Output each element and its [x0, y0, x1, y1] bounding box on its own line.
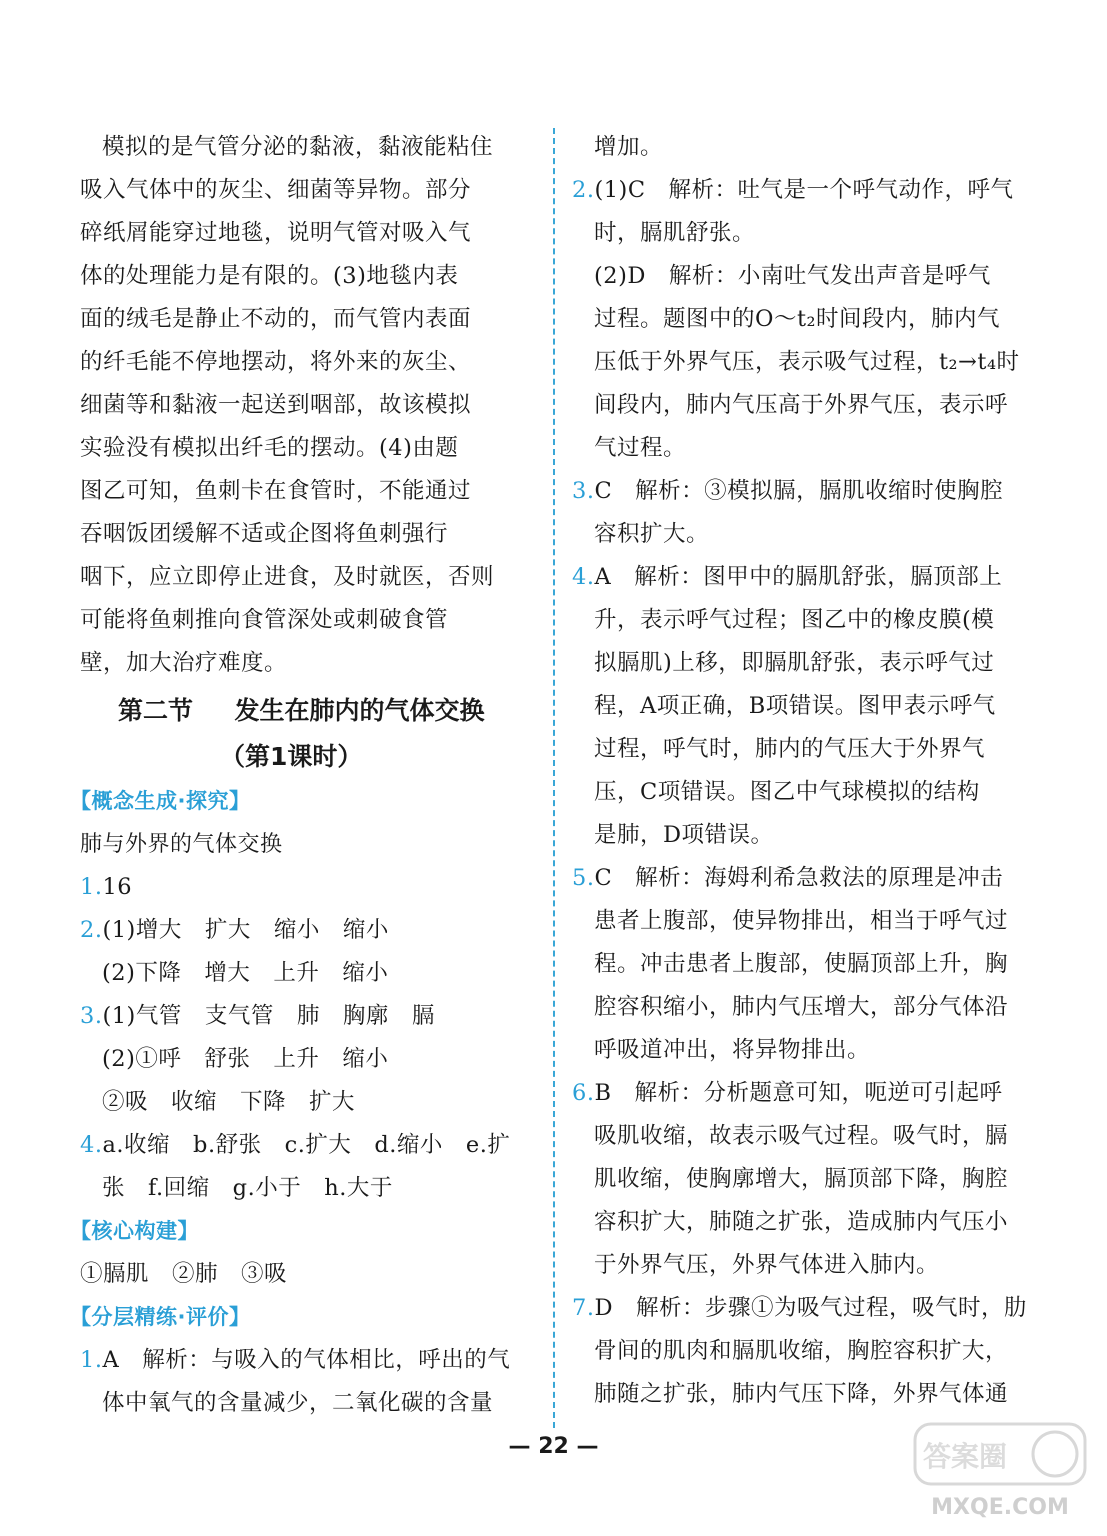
- answer-line: [572, 685, 1027, 728]
- question-number: 5.: [572, 865, 595, 891]
- answer-line: [572, 1330, 1027, 1373]
- paragraph-line: 的纤毛能不停地摆动，将外来的灰尘、: [80, 349, 472, 375]
- answer-text: 气过程。: [594, 435, 687, 461]
- answer-line: [572, 298, 1027, 341]
- answer-text: 程，A项正确，B项错误。图甲表示呼气: [594, 693, 996, 719]
- paragraph-line: 细菌等和黏液一起送到咽部，故该模拟: [80, 392, 472, 418]
- answer-line: [572, 814, 1027, 857]
- paragraph-line: 图乙可知，鱼刺卡在食管时，不能通过: [80, 478, 472, 504]
- answer-line: [572, 556, 1027, 599]
- answer-text: 骨间的肌肉和膈肌收缩，胸腔容积扩大，: [594, 1338, 1009, 1364]
- question-number: 7.: [572, 1295, 595, 1321]
- answer-line: [572, 943, 1027, 986]
- answer-text: B 解析：分析题意可知，呃逆可引起呼: [594, 1080, 1003, 1106]
- answer-line: [572, 771, 1027, 814]
- answer-line: [572, 599, 1027, 642]
- tag-concept: 【概念生成·探究】: [70, 789, 251, 813]
- continued-answer-paragraph: [80, 126, 535, 685]
- column-divider: [553, 128, 555, 1428]
- section-subtitle: （第1课时）: [220, 742, 363, 771]
- answer-text: 肺随之扩张，肺内气压下降，外界气体通: [594, 1381, 1009, 1407]
- paragraph-line: 面的绒毛是静止不动的，而气管内表面: [80, 306, 472, 332]
- answer-text: 程。冲击患者上腹部，使膈顶部上升，胸: [594, 951, 1009, 977]
- answer-text: 患者上腹部，使异物排出，相当于呼气过: [594, 908, 1009, 934]
- answer-text: 压，C项错误。图乙中气球模拟的结构: [594, 779, 980, 805]
- answer-text: 拟膈肌)上移，即膈肌舒张，表示呼气过: [594, 650, 995, 676]
- core-answer: ①膈肌 ②肺 ③吸: [80, 1261, 288, 1287]
- answer-line: [572, 1029, 1027, 1072]
- answer-text: 容积扩大。: [594, 521, 710, 547]
- question-number: 4.: [572, 564, 595, 590]
- answer-line: [572, 255, 1027, 298]
- paragraph-line: 壁，加大治疗难度。: [80, 650, 288, 676]
- answer-3-line-1: 3.(1)气管 支气管 肺 胸廓 膈: [80, 1003, 435, 1029]
- answer-text: 吸肌收缩，故表示吸气过程。吸气时，膈: [594, 1123, 1009, 1149]
- answer-text: D 解析：步骤①为吸气过程，吸气时，肋: [594, 1295, 1028, 1321]
- section-title: 第二节 发生在肺内的气体交换: [118, 696, 485, 725]
- answer-text: 间段内，肺内气压高于外界气压，表示呼: [594, 392, 1009, 418]
- question-number: 2.: [572, 177, 595, 203]
- question-number: 3.: [572, 478, 595, 504]
- answer-line: [572, 1373, 1027, 1416]
- practice-1-line-2: 体中氧气的含量减少，二氧化碳的含量: [102, 1390, 494, 1416]
- page-number: — 22 —: [508, 1434, 599, 1459]
- answer-4-line-1: 4.a.收缩 b.舒张 c.扩大 d.缩小 e.扩: [80, 1132, 511, 1158]
- left-column: [70, 126, 535, 1425]
- answer-text: 过程，呼气时，肺内的气压大于外界气: [594, 736, 986, 762]
- paragraph-line: 吞咽饭团缓解不适或企图将鱼刺强行: [80, 521, 449, 547]
- answer-line: [572, 513, 1027, 556]
- answer-text: 肌收缩，使胸廓增大，膈顶部下降，胸腔: [594, 1166, 1009, 1192]
- paragraph-line: 体的处理能力是有限的。(3)地毯内表: [80, 263, 459, 289]
- answer-text: C 解析：③模拟膈，膈肌收缩时使胸腔: [594, 478, 1004, 504]
- answer-1: 1.16: [80, 874, 133, 900]
- answer-line: [572, 986, 1027, 1029]
- answer-line: [572, 1244, 1027, 1287]
- answer-text: 容积扩大，肺随之扩张，造成肺内气压小: [594, 1209, 1009, 1235]
- answer-text: (1)C 解析：吐气是一个呼气动作，呼气: [594, 177, 1014, 203]
- answer-text: 腔容积缩小，肺内气压增大，部分气体沿: [594, 994, 1009, 1020]
- paragraph-line: 模拟的是气管分泌的黏液，黏液能粘住: [102, 134, 494, 160]
- answer-text: 过程。题图中的O～t₂时间段内，肺内气: [594, 306, 1001, 332]
- answer-text: (2)D 解析：小南吐气发出声音是呼气: [594, 263, 991, 289]
- paragraph-line: 吸入气体中的灰尘、细菌等异物。部分: [80, 177, 472, 203]
- watermark-logo: [905, 1416, 1095, 1526]
- answer-line: [572, 384, 1027, 427]
- answer-line: [572, 1115, 1027, 1158]
- answer-line: [572, 169, 1027, 212]
- answer-line: [572, 1201, 1027, 1244]
- answer-line: [572, 642, 1027, 685]
- answer-line: [572, 1072, 1027, 1115]
- answer-text: C 解析：海姆利希急救法的原理是冲击: [594, 865, 1004, 891]
- answer-line: [572, 900, 1027, 943]
- answer-line: [572, 341, 1027, 384]
- answer-line: [572, 1287, 1027, 1330]
- answer-text: 增加。: [594, 134, 664, 160]
- answer-text: 时，膈肌舒张。: [594, 220, 756, 246]
- answer-line: [572, 728, 1027, 771]
- answer-text: 于外界气压，外界气体进入肺内。: [594, 1252, 940, 1278]
- answer-line: [572, 126, 1027, 169]
- question-number: 6.: [572, 1080, 595, 1106]
- practice-1-line-1: 1.A 解析：与吸入的气体相比，呼出的气: [80, 1347, 511, 1373]
- watermark-logo-text: 答案圈: [922, 1440, 1008, 1473]
- answer-line: [572, 1158, 1027, 1201]
- answer-2-line-1: 2.(1)增大 扩大 缩小 缩小: [80, 917, 389, 943]
- answer-line: [572, 470, 1027, 513]
- answer-text: 呼吸道冲出，将异物排出。: [594, 1037, 871, 1063]
- answer-text: 升，表示呼气过程；图乙中的橡皮膜(模: [594, 607, 995, 633]
- answer-3-line-3: ②吸 收缩 下降 扩大: [102, 1089, 356, 1115]
- answer-4-line-2: 张 f.回缩 g.小于 h.大于: [102, 1175, 393, 1201]
- paragraph-line: 碎纸屑能穿过地毯，说明气管对吸入气: [80, 220, 472, 246]
- answer-line: [572, 212, 1027, 255]
- answer-text: 是肺，D项错误。: [594, 822, 774, 848]
- answer-text: 压低于外界气压，表示吸气过程，t₂→t₄时: [594, 349, 1020, 375]
- answer-line: [572, 427, 1027, 470]
- subhead: 肺与外界的气体交换: [80, 832, 283, 857]
- paragraph-line: 可能将鱼刺推向食管深处或刺破食管: [80, 607, 449, 633]
- watermark-url: MXQE.COM: [931, 1495, 1069, 1520]
- tag-practice: 【分层精练·评价】: [70, 1305, 251, 1329]
- answer-line: [572, 857, 1027, 900]
- answer-text: A 解析：图甲中的膈肌舒张，膈顶部上: [594, 564, 1003, 590]
- answer-2-line-2: (2)下降 增大 上升 缩小: [102, 960, 389, 986]
- paragraph-line: 实验没有模拟出纤毛的摆动。(4)由题: [80, 435, 459, 461]
- answer-3-line-2: (2)①呼 舒张 上升 缩小: [102, 1046, 389, 1072]
- right-column: [572, 126, 1027, 1416]
- paragraph-line: 咽下，应立即停止进食，及时就医，否则: [80, 564, 495, 590]
- tag-core: 【核心构建】: [70, 1219, 199, 1243]
